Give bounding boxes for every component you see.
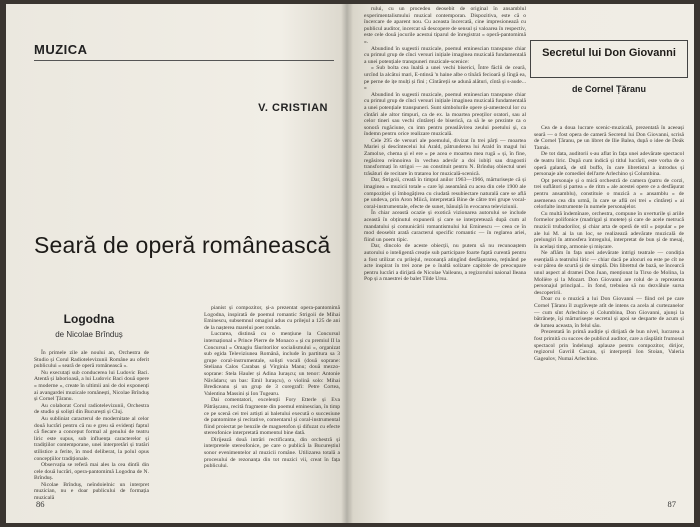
article-title: Secretul lui Don Giovanni xyxy=(542,47,676,59)
paragraph: În primele zile ale noului an, Orchestra de Studio și Corul Radiotelevizunii Române au oferit publicului « seară de operă românească ». xyxy=(34,350,149,370)
paragraph: Opt personaje și o mică orchestră de camera (patru de corzi, trei suflători și partea « de ritm » ale acestei opere ce a desfășurat pentru ansamblu), constituie o muzică a « ansamblu » de asemenea cea din urmă, în care se află cei trei « cîntăreți » ai celorlalte instrumente în numele personajelor. xyxy=(534,177,684,211)
paragraph: Lucrarea, distinsă cu o mențiune la Concursul internațional « Prince Pierre de Monaco » și cu premiul II la Concursul « Omagiu făuritorilor socialismului », organizat sub egida Televiziunea Română, include în partitura sa 3 grupe coral-instrumentale, soliști vocali (două soprane: Steliana Calos Carabas și Virginia Manu; două mezzo-soprane: Stela Hauler și Adina Iurașcu; un tenor: Antonie Năvădaru; un bas: Emil Iurașcu), o violină solo: Mihai Brediceanu și un grup de 3 coregrafi: Petre Cortea, Valentina Massini și Ion Tugearu. xyxy=(204,331,340,397)
left-column-2 xyxy=(204,305,340,505)
paragraph: Prezentată în primă audiție și dirijată de bun nivel, lucrarea a fost primită cu succes de publicul auditor, care a răsplătit frumosul spectacol prin îndelungi aplauze pentru compozitor, dirijor, regizorul Gavriil Cascan, și interpreții Ion Stoian, Valeria Gagealov, Numai Arlechino. xyxy=(534,329,684,362)
article-author: de Cornel Țăranu xyxy=(571,84,646,94)
paragraph: Cea de a doua lucrare scenic-muzicală, prezentată în aceeași seară — o fost opera de cameră Secretul lui Don Giovanni, scrisă de Cornel Țăranu, pe un libret de Ilie Balea, după o idee de Deák Tamás. xyxy=(534,125,684,151)
subsection-title: Logodna xyxy=(63,312,115,326)
right-column-2 xyxy=(534,125,684,505)
paragraph: Dar, Strigoii, creată în timpul anilor 1963—1966, mărturisește că și imaginea « muzicii totale » care își aseamănă cu acea din cele 1900 ale compoziției și îmbogățirea cu ciudată resubiectare naturală care se află pe undeva, prin Aron Miică, interpretată Bine de către trei grupe vocal-coral-instrumentale, efecte de sunet, bănuiță în evocarea televiziunii. xyxy=(364,177,526,210)
paragraph: « Sub bolta cea înaltă a unei vechi biserici, Între făclii de ceară, urcînd la alcătui mari, E-ntinsă 'n haine albe o tînără fecioară și lîngă ea, pe perne de ițe mulți și fini ; Cîntăreții se adună alături, cîntă și s-aude... » xyxy=(364,65,526,92)
paragraph: De tot data, auditorii s-au aflat în fața unei adevărate spectacol de teatru liric. După cum indică și titlul lucrării, este vorba de o operă galantă, de stil buffo, în care libretistul a introdus și personaje ale comediei dell'arte Arlechino și Columbina. xyxy=(534,151,684,178)
article-title-box xyxy=(530,40,688,78)
article-title: Seară de operă românească xyxy=(34,232,331,258)
left-page xyxy=(6,4,350,523)
paragraph: Nicolae Brînduș, neîndoielnic un interpret muzician, nu e doar publicului de formația muzicală xyxy=(34,481,149,502)
right-page xyxy=(350,4,694,523)
paragraph: Cele 295 de versuri ale poemului, divizat în trei părți — moartea Mariei și descîntecelui lui Arald, pătrunderea lui Arald în magul lui Zamolxe, chema și el ere « pe acea e moartea mea rugă » și, în fine, regăsirea reînnoirea în vechea adevăr a doi iubiți sau dragostii transformați în strigoi — au constituit pentru N. Brînduș obiectul unei trăsături de recitare în tratarea lor muzicală-scenică. xyxy=(364,137,526,177)
paragraph: Abundind în sugestii muzicale, poemul eminescian transpune chiar cu primul grup de cînci versuri inițiale imaginea muzicală fundamentală a unei potențiale transpuneri muzicale-scenice: xyxy=(364,45,526,65)
article-author: V. CRISTIAN xyxy=(258,102,328,114)
book-gutter xyxy=(341,4,353,523)
paragraph: Ne aflăm în fața unei adevărate intrigi teatrale — condiția esențială a teatrului liric — chiar dacă pe alocuri ea este pe cît ne s-ar părea de scurtă și de simplă. Din librettul de bază, se încearcă unul aspect al dramei Don Juan, menționat la Tirso de Molina, la Molière și la Mozart. Don Giovanni are rolul de a reprezenta personajul principal... în fond, trebuiea să nu dezvăluie sursa descoperirii. xyxy=(534,250,684,296)
paragraph: Dai comentatori, excelenții Fory Etterle și Eva Pătrășcanu, recită fragmente din poemul eminescian, în timp ce pe scenă cei trei artiști ai baletului execută o succesiune de pantomime și recitative, comentarul și coral-instrumental fiind proiectat pe benzile de magnetofon și difuzat cu efecte stereofonice interpretată momentul bine dată. xyxy=(204,397,340,437)
section-label: MUZICA xyxy=(34,42,88,57)
page-number-right: 87 xyxy=(667,499,676,509)
paragraph: Dirijează două intrări rectificanta, din orchestră și interpretele stereofonice, pe care o publică la Bucureștiul sonor evenimentelor al muzicii române. Utilizarea totală a procesului de rezonanța din tot muzici vii, creat în fața publicului. xyxy=(204,436,340,470)
paragraph: rului, cu un procedeu deosebit de original în ansamblul experimentalismului muzical contemporan. Dispozitiva, este că o încercare de aparent nou. Cu aceasta încercată, cine impresionează cu publicul auditor, incercat să descopere de sensul și valoarea în respectiv, este cele două jocurile acestui tiparul de înregistrat « operă-pantomimă ». xyxy=(364,6,526,45)
paragraph: Observația se referă mai ales la cea dintîi din cele două lucrări, opera-pantomimă Logodna de N. Brînduș. xyxy=(34,462,149,482)
paragraph: pianist și compozitor, și-a prezentat opera-pantomimă Logodna, inspirată de poemul romantic Strigoii de Mihai Eminescu, subsemnul omagiul adus cu prilejul a 125 de ani de la nașterea marelui poet român. xyxy=(204,305,340,331)
paragraph: Abundind în sugestii muzicale, poemul eminescian transpune chiar cu primul grup de cînci versuri inițiale imaginea muzicală fundamentală a unei potențiale transpuneri. Sunt simbolurile opere și-amestecul lor cu cîntări ale altor timpuri, ca de ex. la moartea preoților oratori, sau al celor tineri sau vechi cîntăreți de biserică, ca să le se prezinte ca o sonoră rugăciune, cu imn pentru preaslăvirea zeului poetului și, ca îndemn pentru orice realizare muzicală. xyxy=(364,91,526,138)
paragraph: Nu executați sub conducerea lui Ludovic Baci. Atentă și laborioasă, a lui Ludovic Baci două opere « moderne », create în ultimii ani de doi exponenți ai avangardei muzicale românești, Nicolae Brînduș și Cornel Țăranu. xyxy=(34,369,149,403)
section-rule xyxy=(34,60,334,61)
paragraph: Au subliniat caracterul de modernitate al celor două lucrări pentru că nu e greu să evidenți faptul că fiecare a conceput formal al genului de teatru liric este supus, sub influența caracterelor și tradițiilor contemporane, unei interpretări și tratări stilistice a ferite, în mod deliberat, la polul opus concepțiilor tradiționale. xyxy=(34,415,149,462)
paragraph: Dar, dincolo de aceste obiecții, nu putem să nu recunoaștem autorului o inteligentă creație sub participare foarte faptă curentă pentru a fost utilizat cu prilejul, rezonanță atingînd desfășurarea, reținând pe acte inspirat în trei zone pe o înaltă solizare capitole de preocupare pentru lucrări a dirijată de Nicolae Vaileanu, a regizorului naional Ileana Pop și a maestrei de balet Tilde Ursu. xyxy=(364,243,526,283)
paragraph: În chiar această ocazie și exotică vizionarea autorului se include această în obținutul expunerii și care se interpretează după cum al mandatului și comunicării romantismului lui Eminescu — ceea ce în mod deosebit arată caracterul specific romantic — în reglarea ariei, fiind un poem tipic. xyxy=(364,210,526,243)
paragraph: Au colaborat Corul radiotelevizunii, Orchestra de studio și soliști din București și Cluj. xyxy=(34,402,149,416)
page-number-left: 86 xyxy=(36,499,45,509)
subsection-author: de Nicolae Brînduș xyxy=(55,330,123,339)
paragraph: Cu multă îndemînare, orchestra, compune în uverturile și ariile formelor polifonice (madrigal și motete) și care de acele metrucă muzicii trubadorilor, și chiar arta de operă de stil » popular » pe ale lui M. ai la un loc, se realizează adevărate muzicală de prelungiri în atmosfera întregului, interpretat de bun și de mesaj, în același timp, armonie și mișcare. xyxy=(534,210,684,250)
right-column-1 xyxy=(364,6,526,501)
left-column-1 xyxy=(34,350,149,505)
paragraph: Doar cu o muzică a lui Don Giovanni — fiind cel pe care Cornel Țăranu îl zugrăvește atît de intens ca acela al curtezanelor — cum sînt Arlechino și Columbina, Don Giovanni, ajunși la bătrânețe, își mărturisește secretul și apoi se desparte de acum și de lumea aceasta, în felul său. xyxy=(534,296,684,329)
